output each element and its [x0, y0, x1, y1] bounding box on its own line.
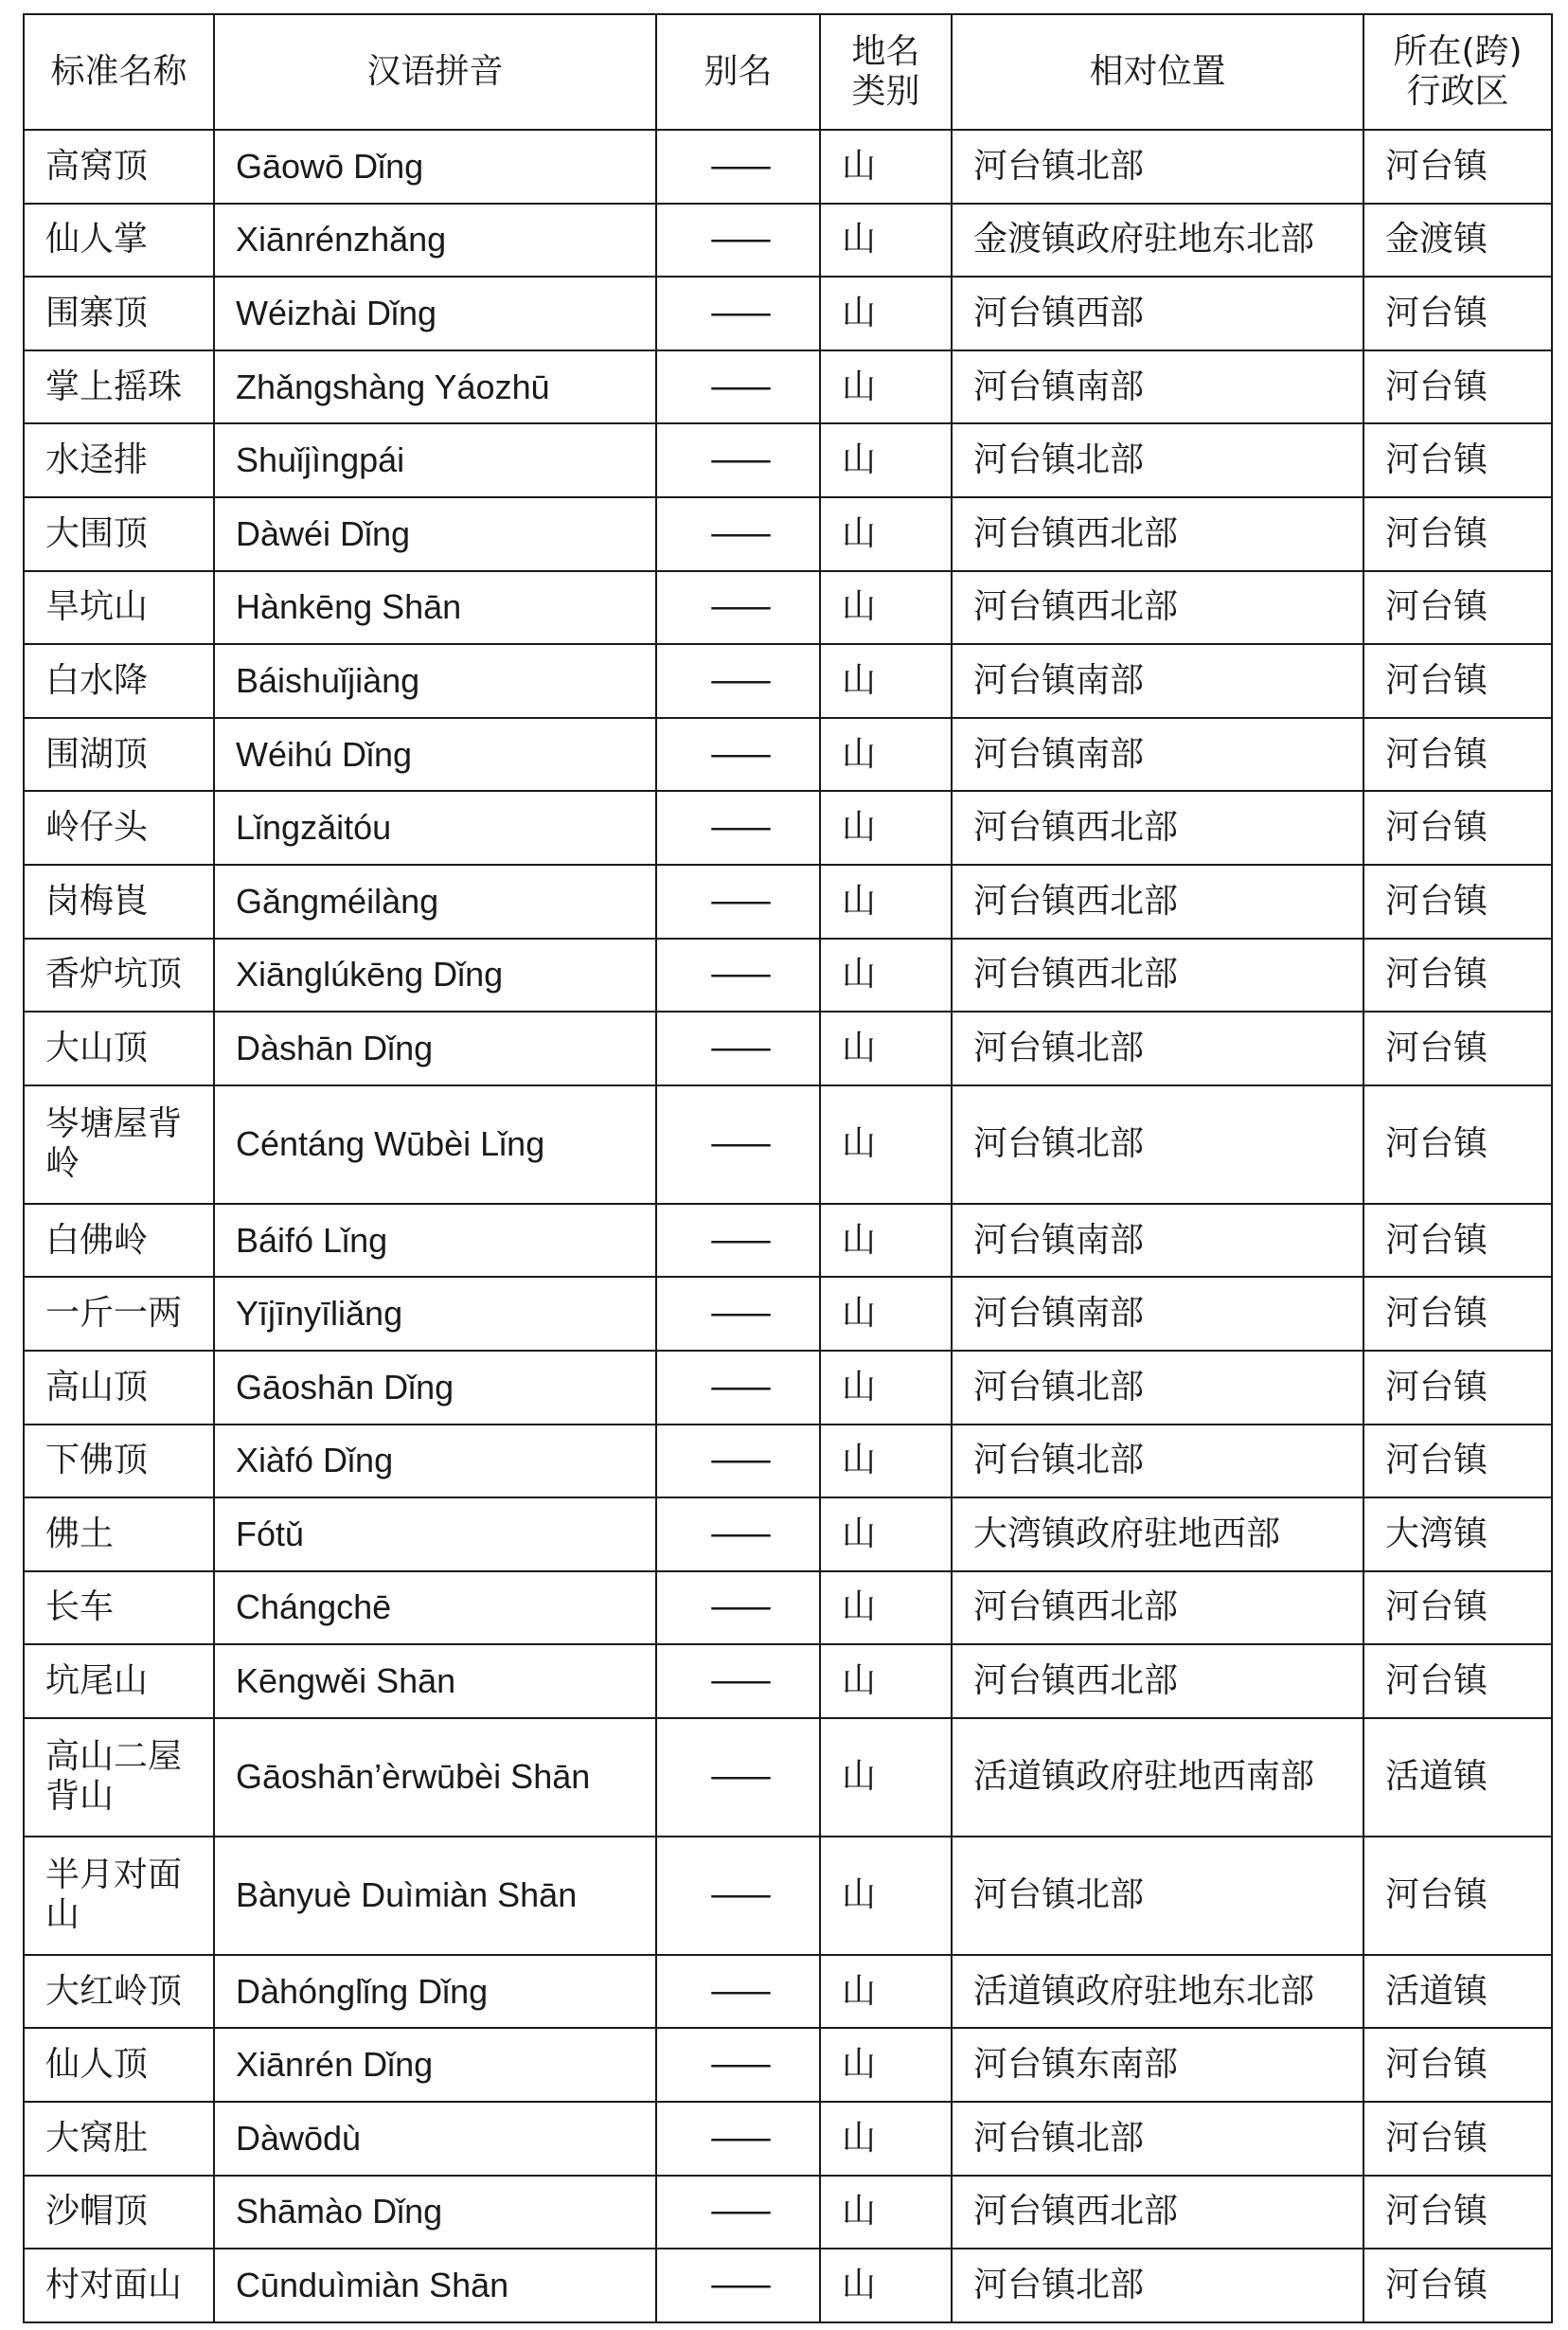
cell-alias [656, 350, 820, 424]
cell-category: 山 [820, 1277, 952, 1351]
alias-dash: —— [709, 367, 767, 406]
header-admin-line-1: 所在(跨) [1393, 32, 1523, 71]
cell-alias [656, 1571, 820, 1645]
cell-admin: 河台镇 [1363, 1351, 1552, 1425]
cell-category: 山 [820, 497, 952, 571]
cell-admin: 河台镇 [1363, 644, 1552, 718]
cell-admin: 河台镇 [1363, 1204, 1552, 1278]
table-row [24, 571, 1552, 645]
alias-dash: —— [709, 513, 767, 553]
cell-standard-name [24, 865, 214, 939]
cell-location: 河台镇西北部 [952, 2176, 1363, 2249]
cell-location: 河台镇西北部 [952, 791, 1363, 865]
cell-admin: 河台镇 [1363, 1571, 1552, 1645]
cell-location: 河台镇西北部 [952, 571, 1363, 645]
standard-name-line: 高山二屋 [45, 1737, 183, 1777]
cell-pinyin: Gāowō Dǐng [214, 130, 656, 204]
alias-dash: —— [709, 2266, 767, 2305]
standard-name-line: 围寨顶 [45, 293, 149, 332]
cell-pinyin: Cūnduìmiàn Shān [214, 2249, 656, 2322]
cell-location: 河台镇北部 [952, 1085, 1363, 1204]
alias-dash: —— [709, 146, 767, 186]
standard-name-line: 大红岭顶 [45, 1971, 183, 2011]
cell-category: 山 [820, 130, 952, 204]
header-standard-name: 标准名称 [24, 14, 214, 130]
cell-category: 山 [820, 939, 952, 1013]
cell-admin: 河台镇 [1363, 571, 1552, 645]
cell-category: 山 [820, 423, 952, 497]
cell-standard-name [24, 497, 214, 571]
cell-pinyin: Hànkēng Shān [214, 571, 656, 645]
alias-dash: —— [709, 2045, 767, 2085]
cell-admin: 大湾镇 [1363, 1497, 1552, 1571]
cell-admin: 河台镇 [1363, 130, 1552, 204]
alias-dash: —— [709, 1124, 767, 1164]
cell-category: 山 [820, 1204, 952, 1278]
cell-pinyin: Lǐngzǎitóu [214, 791, 656, 865]
cell-standard-name [24, 1497, 214, 1571]
cell-location: 河台镇南部 [952, 718, 1363, 792]
cell-pinyin: Xiàfó Dǐng [214, 1425, 656, 1498]
cell-location: 活道镇政府驻地西南部 [952, 1718, 1363, 1837]
cell-admin: 河台镇 [1363, 1085, 1552, 1204]
cell-pinyin: Yījīnyīliǎng [214, 1277, 656, 1351]
header-row [24, 14, 1552, 130]
cell-admin: 河台镇 [1363, 1277, 1552, 1351]
table-row [24, 277, 1552, 350]
cell-location: 河台镇北部 [952, 2102, 1363, 2176]
standard-name-line: 大窝肚 [45, 2118, 149, 2158]
alias-dash: —— [709, 1367, 767, 1407]
cell-alias [656, 1425, 820, 1498]
cell-standard-name [24, 1837, 214, 1955]
table-row [24, 1425, 1552, 1498]
cell-category: 山 [820, 718, 952, 792]
cell-standard-name [24, 1718, 214, 1837]
cell-admin: 河台镇 [1363, 2249, 1552, 2322]
cell-location: 河台镇北部 [952, 423, 1363, 497]
standard-name-line: 背山 [45, 1777, 115, 1817]
alias-dash: —— [709, 1028, 767, 1067]
cell-pinyin: Fótǔ [214, 1497, 656, 1571]
standard-name-line: 半月对面 [45, 1855, 183, 1895]
standard-name-line: 大围顶 [45, 513, 149, 553]
place-names-page [23, 13, 1551, 2323]
table-row [24, 1085, 1552, 1204]
cell-alias [656, 277, 820, 350]
cell-category: 山 [820, 644, 952, 718]
cell-alias [656, 939, 820, 1013]
table-row [24, 497, 1552, 571]
table-body [24, 130, 1552, 2322]
alias-dash: —— [709, 293, 767, 332]
standard-name-line: 仙人顶 [45, 2045, 149, 2085]
cell-category: 山 [820, 865, 952, 939]
cell-admin: 河台镇 [1363, 2176, 1552, 2249]
table-row [24, 939, 1552, 1013]
cell-alias [656, 571, 820, 645]
cell-location: 河台镇西北部 [952, 939, 1363, 1013]
table-row [24, 2176, 1552, 2249]
cell-location: 河台镇北部 [952, 1425, 1363, 1498]
standard-name-line: 下佛顶 [45, 1441, 149, 1480]
cell-category: 山 [820, 571, 952, 645]
cell-standard-name [24, 130, 214, 204]
cell-pinyin: Dàhónglǐng Dǐng [214, 1955, 656, 2029]
alias-dash: —— [709, 1971, 767, 2011]
standard-name-line: 水迳排 [45, 440, 149, 480]
table-row [24, 1644, 1552, 1718]
cell-standard-name [24, 644, 214, 718]
cell-admin: 活道镇 [1363, 1955, 1552, 2029]
cell-standard-name [24, 939, 214, 1013]
table-row [24, 1718, 1552, 1837]
cell-pinyin: Shuǐjìngpái [214, 423, 656, 497]
cell-location: 大湾镇政府驻地西部 [952, 1497, 1363, 1571]
standard-name-line: 岭仔头 [45, 808, 149, 848]
cell-standard-name [24, 2028, 214, 2102]
cell-category: 山 [820, 1497, 952, 1571]
table-row [24, 791, 1552, 865]
alias-dash: —— [709, 2118, 767, 2158]
table-row [24, 1277, 1552, 1351]
cell-alias [656, 865, 820, 939]
standard-name-line: 佛土 [45, 1514, 115, 1553]
cell-standard-name [24, 350, 214, 424]
standard-name-line: 仙人掌 [45, 220, 149, 260]
cell-location: 河台镇北部 [952, 1351, 1363, 1425]
standard-name-line: 大山顶 [45, 1028, 149, 1067]
cell-admin: 金渡镇 [1363, 204, 1552, 278]
cell-pinyin: Zhǎngshàng Yáozhū [214, 350, 656, 424]
table-row [24, 1351, 1552, 1425]
alias-dash: —— [709, 220, 767, 260]
cell-admin: 河台镇 [1363, 2028, 1552, 2102]
cell-location: 河台镇西北部 [952, 1571, 1363, 1645]
cell-pinyin: Gāoshān Dǐng [214, 1351, 656, 1425]
standard-name-line: 围湖顶 [45, 734, 149, 774]
cell-standard-name [24, 791, 214, 865]
cell-alias [656, 1955, 820, 2029]
cell-standard-name [24, 1571, 214, 1645]
cell-standard-name [24, 1204, 214, 1278]
table-row [24, 718, 1552, 792]
cell-pinyin: Báifó Lǐng [214, 1204, 656, 1278]
cell-location: 河台镇南部 [952, 644, 1363, 718]
table-row [24, 1204, 1552, 1278]
alias-dash: —— [709, 1441, 767, 1480]
cell-pinyin: Gǎngméilàng [214, 865, 656, 939]
cell-admin: 河台镇 [1363, 939, 1552, 1013]
standard-name-line: 坑尾山 [45, 1661, 149, 1701]
alias-dash: —— [709, 808, 767, 848]
cell-alias [656, 1012, 820, 1085]
cell-alias [656, 718, 820, 792]
cell-category: 山 [820, 2249, 952, 2322]
cell-category: 山 [820, 1955, 952, 2029]
standard-name-line: 掌上摇珠 [45, 367, 183, 406]
standard-name-line: 高山顶 [45, 1367, 149, 1407]
table-row [24, 865, 1552, 939]
cell-category: 山 [820, 350, 952, 424]
alias-dash: —— [709, 1514, 767, 1553]
alias-dash: —— [709, 1587, 767, 1627]
table-row [24, 1012, 1552, 1085]
cell-alias [656, 1085, 820, 1204]
table-row [24, 644, 1552, 718]
cell-category: 山 [820, 1571, 952, 1645]
cell-admin: 河台镇 [1363, 1644, 1552, 1718]
cell-pinyin: Bànyuè Duìmiàn Shān [214, 1837, 656, 1955]
cell-category: 山 [820, 2028, 952, 2102]
cell-location: 河台镇南部 [952, 1277, 1363, 1351]
cell-pinyin: Shāmào Dǐng [214, 2176, 656, 2249]
cell-admin: 河台镇 [1363, 1425, 1552, 1498]
table-row [24, 1497, 1552, 1571]
cell-alias [656, 2249, 820, 2322]
cell-admin: 活道镇 [1363, 1718, 1552, 1837]
cell-standard-name [24, 204, 214, 278]
cell-location: 河台镇西北部 [952, 865, 1363, 939]
cell-alias [656, 2102, 820, 2176]
cell-alias [656, 423, 820, 497]
cell-pinyin: Wéihú Dǐng [214, 718, 656, 792]
standard-name-line: 一斤一两 [45, 1294, 183, 1334]
alias-dash: —— [709, 1220, 767, 1260]
cell-standard-name [24, 718, 214, 792]
alias-dash: —— [709, 734, 767, 774]
cell-admin: 河台镇 [1363, 2102, 1552, 2176]
cell-standard-name [24, 571, 214, 645]
header-category-line-2: 类别 [851, 72, 920, 111]
cell-location: 河台镇南部 [952, 1204, 1363, 1278]
alias-dash: —— [709, 2192, 767, 2231]
cell-standard-name [24, 1425, 214, 1498]
cell-location: 金渡镇政府驻地东北部 [952, 204, 1363, 278]
cell-alias [656, 497, 820, 571]
standard-name-line: 沙帽顶 [45, 2192, 149, 2231]
cell-pinyin: Xiānglúkēng Dǐng [214, 939, 656, 1013]
table-row [24, 204, 1552, 278]
cell-location: 河台镇北部 [952, 2249, 1363, 2322]
cell-pinyin: Wéizhài Dǐng [214, 277, 656, 350]
cell-category: 山 [820, 2102, 952, 2176]
cell-admin: 河台镇 [1363, 865, 1552, 939]
cell-location: 河台镇东南部 [952, 2028, 1363, 2102]
header-alias: 别名 [656, 14, 820, 130]
standard-name-line: 白佛岭 [45, 1220, 149, 1260]
cell-location: 河台镇南部 [952, 350, 1363, 424]
cell-location: 河台镇北部 [952, 130, 1363, 204]
alias-dash: —— [709, 881, 767, 921]
cell-admin: 河台镇 [1363, 350, 1552, 424]
standard-name-line: 香炉坑顶 [45, 955, 183, 995]
cell-location: 河台镇北部 [952, 1012, 1363, 1085]
cell-category: 山 [820, 1012, 952, 1085]
cell-category: 山 [820, 1351, 952, 1425]
cell-alias [656, 1204, 820, 1278]
standard-name-line: 长车 [45, 1587, 115, 1627]
header-category [820, 14, 952, 130]
standard-name-line: 岑塘屋背 [45, 1104, 183, 1144]
cell-admin: 河台镇 [1363, 718, 1552, 792]
cell-location: 河台镇西北部 [952, 497, 1363, 571]
cell-category: 山 [820, 1644, 952, 1718]
cell-category: 山 [820, 2176, 952, 2249]
standard-name-line: 村对面山 [45, 2266, 183, 2305]
cell-standard-name [24, 423, 214, 497]
cell-standard-name [24, 1085, 214, 1204]
cell-pinyin: Chángchē [214, 1571, 656, 1645]
standard-name-line: 高窝顶 [45, 146, 149, 186]
cell-admin: 河台镇 [1363, 1837, 1552, 1955]
header-admin-line-2: 行政区 [1406, 72, 1509, 111]
alias-dash: —— [709, 660, 767, 700]
alias-dash: —— [709, 1757, 767, 1797]
cell-standard-name [24, 1012, 214, 1085]
cell-pinyin: Céntáng Wūbèi Lǐng [214, 1085, 656, 1204]
cell-alias [656, 2176, 820, 2249]
cell-admin: 河台镇 [1363, 277, 1552, 350]
cell-admin: 河台镇 [1363, 1012, 1552, 1085]
cell-alias [656, 1497, 820, 1571]
table-row [24, 1571, 1552, 1645]
cell-alias [656, 130, 820, 204]
cell-pinyin: Gāoshān’èrwūbèi Shān [214, 1718, 656, 1837]
standard-name-line: 岭 [45, 1144, 80, 1184]
cell-standard-name [24, 1644, 214, 1718]
header-pinyin: 汉语拼音 [214, 14, 656, 130]
table-row [24, 2249, 1552, 2322]
cell-category: 山 [820, 204, 952, 278]
table-row [24, 130, 1552, 204]
alias-dash: —— [709, 440, 767, 480]
cell-pinyin: Kēngwěi Shān [214, 1644, 656, 1718]
cell-pinyin: Dàwōdù [214, 2102, 656, 2176]
standard-name-line: 白水降 [45, 660, 149, 700]
cell-alias [656, 1351, 820, 1425]
cell-category: 山 [820, 1718, 952, 1837]
alias-dash: —— [709, 1294, 767, 1334]
table-header [24, 14, 1552, 130]
table-row [24, 1955, 1552, 2029]
cell-category: 山 [820, 1425, 952, 1498]
cell-standard-name [24, 1351, 214, 1425]
cell-alias [656, 1718, 820, 1837]
cell-location: 活道镇政府驻地东北部 [952, 1955, 1363, 2029]
header-category-line-1: 地名 [851, 32, 920, 71]
cell-location: 河台镇北部 [952, 1837, 1363, 1955]
table-row [24, 2102, 1552, 2176]
table-row [24, 423, 1552, 497]
cell-alias [656, 1277, 820, 1351]
cell-admin: 河台镇 [1363, 791, 1552, 865]
cell-alias [656, 644, 820, 718]
standard-name-line: 旱坑山 [45, 587, 149, 627]
header-admin [1363, 14, 1552, 130]
cell-pinyin: Xiānrénzhǎng [214, 204, 656, 278]
cell-alias [656, 204, 820, 278]
cell-location: 河台镇西部 [952, 277, 1363, 350]
cell-category: 山 [820, 1837, 952, 1955]
alias-dash: —— [709, 955, 767, 995]
cell-pinyin: Báishuǐjiàng [214, 644, 656, 718]
header-location: 相对位置 [952, 14, 1363, 130]
cell-pinyin: Dàwéi Dǐng [214, 497, 656, 571]
cell-standard-name [24, 2176, 214, 2249]
cell-admin: 河台镇 [1363, 423, 1552, 497]
cell-standard-name [24, 1955, 214, 2029]
table-row [24, 350, 1552, 424]
cell-category: 山 [820, 791, 952, 865]
cell-pinyin: Xiānrén Dǐng [214, 2028, 656, 2102]
cell-alias [656, 2028, 820, 2102]
cell-alias [656, 1837, 820, 1955]
alias-dash: —— [709, 587, 767, 627]
cell-standard-name [24, 277, 214, 350]
cell-admin: 河台镇 [1363, 497, 1552, 571]
standard-name-line: 山 [45, 1895, 80, 1935]
cell-standard-name [24, 2102, 214, 2176]
cell-standard-name [24, 1277, 214, 1351]
cell-standard-name [24, 2249, 214, 2322]
alias-dash: —— [709, 1661, 767, 1701]
standard-name-line: 岗梅崀 [45, 881, 149, 921]
place-names-table [23, 13, 1553, 2323]
cell-category: 山 [820, 1085, 952, 1204]
cell-location: 河台镇西北部 [952, 1644, 1363, 1718]
cell-alias [656, 1644, 820, 1718]
table-row [24, 1837, 1552, 1955]
cell-pinyin: Dàshān Dǐng [214, 1012, 656, 1085]
alias-dash: —— [709, 1875, 767, 1915]
cell-category: 山 [820, 277, 952, 350]
table-row [24, 2028, 1552, 2102]
cell-alias [656, 791, 820, 865]
